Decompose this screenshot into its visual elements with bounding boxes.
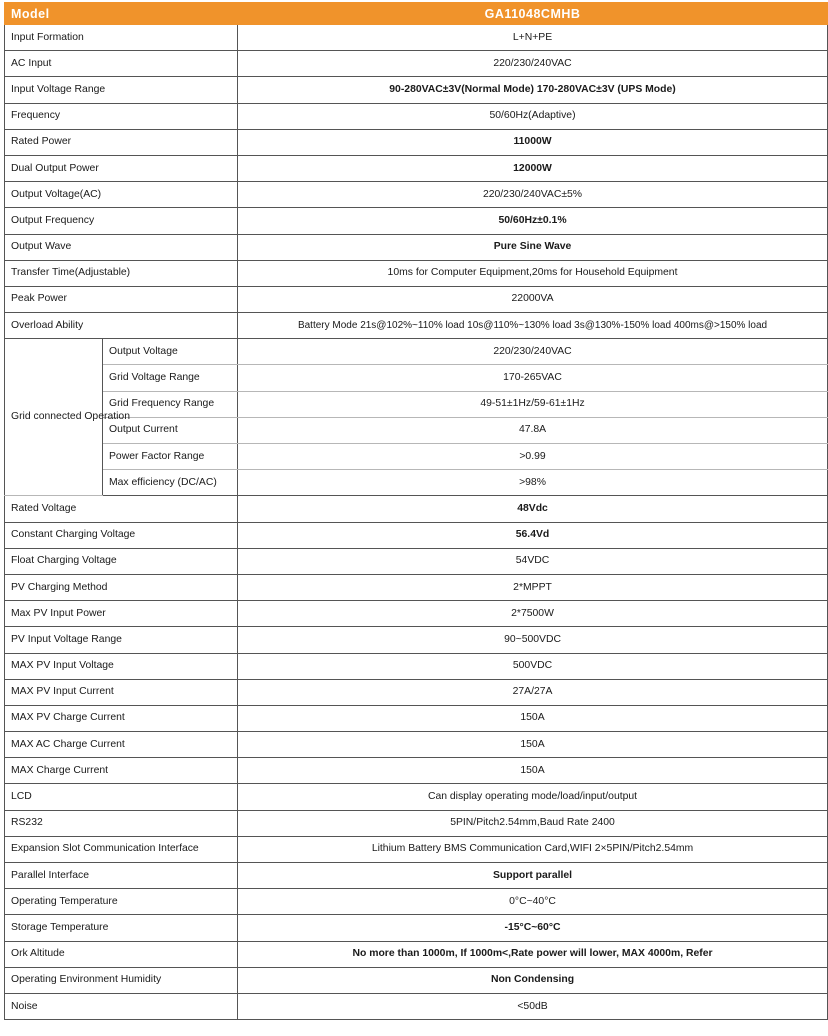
spec-value: 50/60Hz(Adaptive): [238, 103, 828, 129]
spec-label: Output Frequency: [5, 208, 238, 234]
table-row: [5, 103, 828, 129]
spec-label: Peak Power: [5, 286, 238, 312]
spec-label: Expansion Slot Communication Interface: [5, 836, 238, 862]
spec-label: MAX AC Charge Current: [5, 732, 238, 758]
spec-label: Ork Altitude: [5, 941, 238, 967]
spec-value: 150A: [238, 732, 828, 758]
spec-value: 27A/27A: [238, 679, 828, 705]
spec-label: Parallel Interface: [5, 863, 238, 889]
table-row: [5, 705, 828, 731]
spec-label: Overload Ability: [5, 313, 238, 339]
spec-label: AC Input: [5, 51, 238, 77]
spec-label: Output Wave: [5, 234, 238, 260]
table-row: [5, 182, 828, 208]
spec-value: Battery Mode 21s@102%~110% load 10s@110%~130% load 3s@130%-150% load 400ms@>150% load: [238, 313, 828, 339]
table-row: [5, 155, 828, 181]
spec-label: Frequency: [5, 103, 238, 129]
spec-value: 170-265VAC: [238, 365, 828, 391]
spec-label: Input Voltage Range: [5, 77, 238, 103]
spec-value: 150A: [238, 758, 828, 784]
spec-value: Pure Sine Wave: [238, 234, 828, 260]
spec-value: 90-280VAC±3V(Normal Mode) 170-280VAC±3V (UPS Mode): [238, 77, 828, 103]
spec-label: Constant Charging Voltage: [5, 522, 238, 548]
header-label: Model: [5, 3, 238, 25]
spec-label: Rated Power: [5, 129, 238, 155]
spec-sublabel: Power Factor Range: [103, 444, 238, 470]
spec-value: 500VDC: [238, 653, 828, 679]
spec-label: Rated Voltage: [5, 496, 238, 522]
spec-value: 220/230/240VAC±5%: [238, 182, 828, 208]
header-row: [5, 3, 828, 25]
table-row: [5, 810, 828, 836]
spec-value: 50/60Hz±0.1%: [238, 208, 828, 234]
table-row: [5, 627, 828, 653]
spec-value: <50dB: [238, 993, 828, 1019]
table-row: [5, 496, 828, 522]
spec-value: >0.99: [238, 444, 828, 470]
table-row: [5, 129, 828, 155]
table-row: [5, 679, 828, 705]
spec-value: 0°C~40°C: [238, 889, 828, 915]
spec-table: [4, 2, 828, 1020]
spec-label: Storage Temperature: [5, 915, 238, 941]
spec-value: -15°C~60°C: [238, 915, 828, 941]
table-row: [5, 51, 828, 77]
spec-label: Noise: [5, 993, 238, 1019]
spec-label: RS232: [5, 810, 238, 836]
spec-value: 54VDC: [238, 548, 828, 574]
spec-label: PV Input Voltage Range: [5, 627, 238, 653]
spec-value: 220/230/240VAC: [238, 339, 828, 365]
table-row: [5, 993, 828, 1019]
spec-value: 5PIN/Pitch2.54mm,Baud Rate 2400: [238, 810, 828, 836]
header-model-value: GA11048CMHB: [238, 3, 828, 25]
spec-value: 2*7500W: [238, 601, 828, 627]
spec-value: 48Vdc: [238, 496, 828, 522]
table-row: [5, 234, 828, 260]
spec-value: >98%: [238, 470, 828, 496]
spec-sublabel: Grid Frequency Range: [103, 391, 238, 417]
spec-label: Transfer Time(Adjustable): [5, 260, 238, 286]
table-row: [5, 732, 828, 758]
spec-value: No more than 1000m, If 1000m<,Rate power will lower, MAX 4000m, Refer: [238, 941, 828, 967]
table-row: [5, 339, 828, 365]
table-row: [5, 836, 828, 862]
spec-value: 47.8A: [238, 417, 828, 443]
spec-label: Input Formation: [5, 25, 238, 51]
table-row: [5, 967, 828, 993]
spec-value: Can display operating mode/load/input/output: [238, 784, 828, 810]
spec-label: MAX PV Input Voltage: [5, 653, 238, 679]
spec-sublabel: Max efficiency (DC/AC): [103, 470, 238, 496]
spec-value: 10ms for Computer Equipment,20ms for Household Equipment: [238, 260, 828, 286]
table-row: [5, 470, 828, 496]
table-row: [5, 77, 828, 103]
spec-label: PV Charging Method: [5, 574, 238, 600]
spec-value: Non Condensing: [238, 967, 828, 993]
spec-value: 90~500VDC: [238, 627, 828, 653]
table-row: [5, 313, 828, 339]
grid-group-label: Grid connected Operation: [5, 339, 103, 496]
spec-label: Dual Output Power: [5, 155, 238, 181]
table-row: [5, 260, 828, 286]
spec-value: L+N+PE: [238, 25, 828, 51]
spec-value: 22000VA: [238, 286, 828, 312]
spec-label: Output Voltage(AC): [5, 182, 238, 208]
table-row: [5, 365, 828, 391]
table-row: [5, 758, 828, 784]
spec-value: 220/230/240VAC: [238, 51, 828, 77]
table-row: [5, 784, 828, 810]
table-row: [5, 286, 828, 312]
spec-label: LCD: [5, 784, 238, 810]
table-row: [5, 444, 828, 470]
spec-sublabel: Output Voltage: [103, 339, 238, 365]
spec-label: Float Charging Voltage: [5, 548, 238, 574]
spec-label: Operating Environment Humidity: [5, 967, 238, 993]
table-row: [5, 863, 828, 889]
table-row: [5, 522, 828, 548]
table-row: [5, 601, 828, 627]
spec-value: Lithium Battery BMS Communication Card,WIFI 2×5PIN/Pitch2.54mm: [238, 836, 828, 862]
table-row: [5, 653, 828, 679]
table-row: [5, 208, 828, 234]
spec-value: 150A: [238, 705, 828, 731]
table-row: [5, 941, 828, 967]
table-row: [5, 915, 828, 941]
table-row: [5, 548, 828, 574]
spec-sublabel: Output Current: [103, 417, 238, 443]
table-row: [5, 574, 828, 600]
spec-label: MAX Charge Current: [5, 758, 238, 784]
spec-value: 56.4Vd: [238, 522, 828, 548]
spec-value: 12000W: [238, 155, 828, 181]
spec-label: Max PV Input Power: [5, 601, 238, 627]
spec-value: Support parallel: [238, 863, 828, 889]
spec-value: 2*MPPT: [238, 574, 828, 600]
spec-label: MAX PV Charge Current: [5, 705, 238, 731]
spec-value: 49-51±1Hz/59-61±1Hz: [238, 391, 828, 417]
spec-label: Operating Temperature: [5, 889, 238, 915]
spec-label: MAX PV Input Current: [5, 679, 238, 705]
spec-value: 11000W: [238, 129, 828, 155]
table-row: [5, 889, 828, 915]
table-row: [5, 25, 828, 51]
spec-sublabel: Grid Voltage Range: [103, 365, 238, 391]
